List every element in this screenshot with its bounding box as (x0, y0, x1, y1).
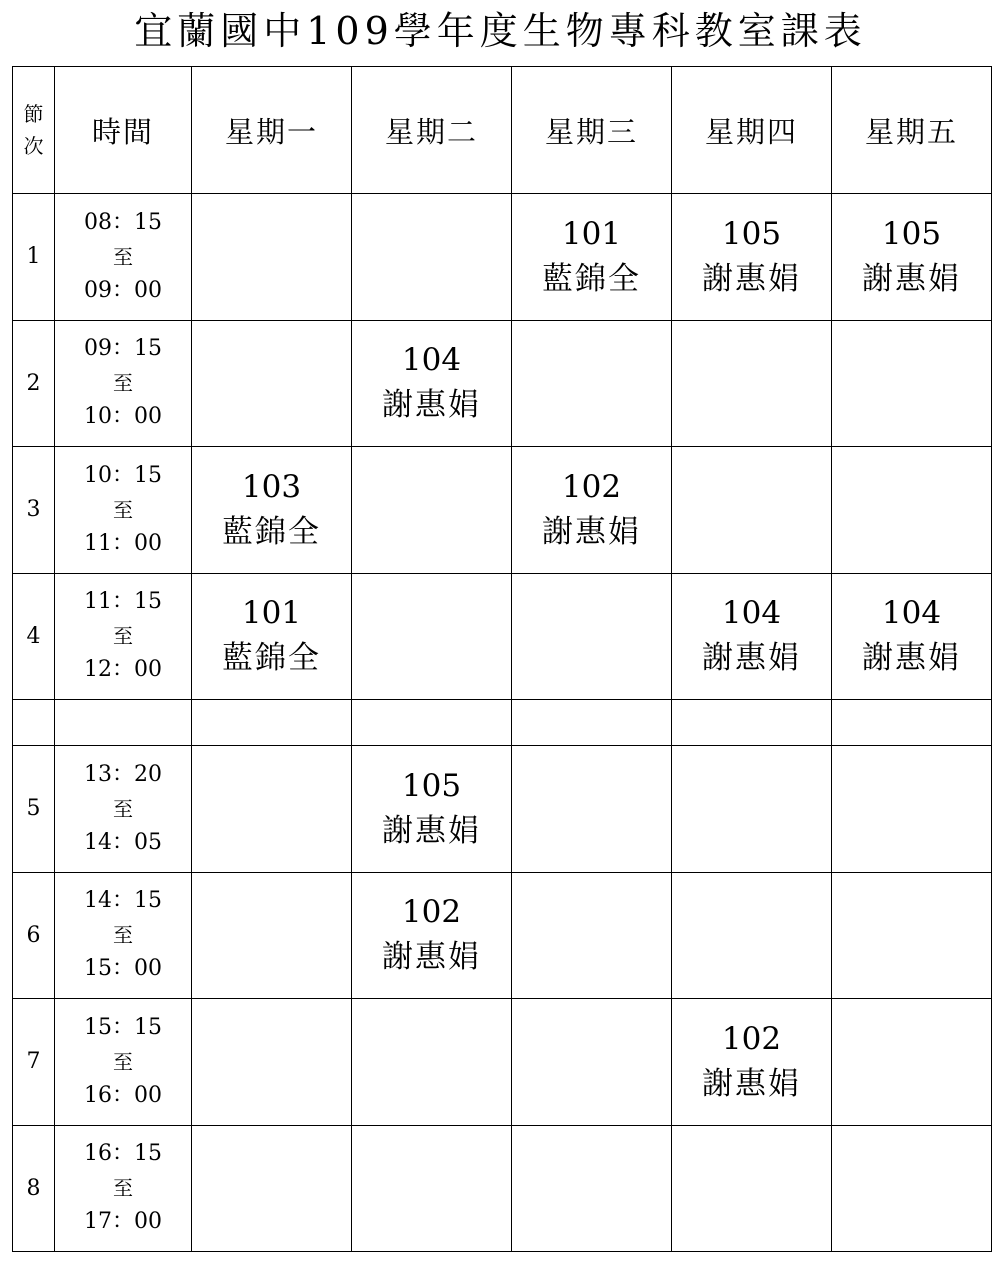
day-header-thursday: 星期四 (672, 67, 832, 194)
class-cell-thursday (672, 1125, 832, 1252)
class-cell-monday (192, 1125, 352, 1252)
table-row (13, 746, 992, 873)
class-cell-wednesday (512, 320, 672, 447)
class-number: 101 (561, 215, 622, 252)
table-row (13, 872, 992, 999)
time-range (55, 872, 192, 999)
table-row (13, 447, 992, 574)
time-start: 08：15 (84, 209, 162, 235)
class-cell-wednesday (512, 999, 672, 1126)
lunch-break-row (13, 700, 992, 746)
time-to: 至 (113, 923, 133, 948)
time-start: 14：15 (84, 888, 162, 914)
class-cell-thursday (672, 872, 832, 999)
class-number: 104 (721, 595, 782, 632)
time-end: 15：00 (84, 956, 162, 982)
period-number: 5 (13, 746, 55, 873)
header-row (13, 67, 992, 194)
class-cell-thursday (672, 746, 832, 873)
class-cell-wednesday (512, 573, 672, 700)
class-cell-wednesday (512, 1125, 672, 1252)
teacher-name: 謝惠娟 (862, 260, 961, 297)
class-number: 101 (241, 595, 302, 632)
empty-cell (192, 700, 352, 746)
table-row (13, 999, 992, 1126)
teacher-name: 謝惠娟 (862, 640, 961, 677)
time-start: 13：20 (84, 761, 162, 787)
class-cell-tuesday (352, 447, 512, 574)
time-to: 至 (113, 1176, 133, 1201)
time-end: 09：00 (84, 277, 162, 303)
empty-cell (55, 700, 192, 746)
time-end: 12：00 (84, 657, 162, 683)
day-header-friday: 星期五 (832, 67, 992, 194)
page-title: 宜蘭國中109學年度生物專科教室課表 (134, 9, 867, 53)
class-number: 102 (721, 1020, 782, 1057)
class-cell-monday (192, 573, 352, 700)
class-cell-monday (192, 872, 352, 999)
class-cell-thursday (672, 320, 832, 447)
teacher-name: 謝惠娟 (702, 1065, 801, 1102)
period-number: 1 (13, 194, 55, 321)
period-number: 2 (13, 320, 55, 447)
day-header-wednesday: 星期三 (512, 67, 672, 194)
time-range (55, 194, 192, 321)
time-to: 至 (113, 371, 133, 396)
class-cell-friday (832, 573, 992, 700)
time-end: 11：00 (84, 530, 162, 556)
teacher-name: 謝惠娟 (382, 812, 481, 849)
class-cell-tuesday (352, 746, 512, 873)
class-cell-friday (832, 1125, 992, 1252)
period-header (13, 67, 55, 194)
period-number: 3 (13, 447, 55, 574)
class-cell-friday (832, 194, 992, 321)
period-header-char: 次 (23, 134, 44, 158)
empty-cell (832, 700, 992, 746)
class-cell-monday (192, 447, 352, 574)
class-cell-friday (832, 320, 992, 447)
time-header: 時間 (55, 67, 192, 194)
time-range (55, 573, 192, 700)
table-row (13, 320, 992, 447)
class-cell-tuesday (352, 1125, 512, 1252)
time-range (55, 447, 192, 574)
period-number: 8 (13, 1125, 55, 1252)
teacher-name: 謝惠娟 (702, 260, 801, 297)
table-row (13, 1125, 992, 1252)
time-range (55, 1125, 192, 1252)
class-cell-tuesday (352, 320, 512, 447)
class-cell-thursday (672, 573, 832, 700)
class-cell-thursday (672, 194, 832, 321)
class-number: 102 (401, 894, 462, 931)
class-number: 104 (401, 342, 462, 379)
time-start: 15：15 (84, 1014, 162, 1040)
time-start: 10：15 (84, 462, 162, 488)
day-header-monday: 星期一 (192, 67, 352, 194)
period-number: 6 (13, 872, 55, 999)
time-to: 至 (113, 244, 133, 269)
class-cell-thursday (672, 999, 832, 1126)
class-cell-tuesday (352, 872, 512, 999)
teacher-name: 謝惠娟 (382, 387, 481, 424)
time-end: 14：05 (84, 829, 162, 855)
time-end: 17：00 (84, 1209, 162, 1235)
class-number: 105 (721, 215, 782, 252)
class-number: 105 (881, 215, 942, 252)
teacher-name: 藍錦全 (222, 513, 321, 550)
class-cell-monday (192, 746, 352, 873)
time-to: 至 (113, 497, 133, 522)
time-range (55, 999, 192, 1126)
period-number: 7 (13, 999, 55, 1126)
class-cell-wednesday (512, 447, 672, 574)
class-cell-friday (832, 872, 992, 999)
class-cell-thursday (672, 447, 832, 574)
period-header-char: 節 (23, 102, 44, 126)
time-end: 10：00 (84, 404, 162, 430)
class-cell-friday (832, 746, 992, 873)
time-to: 至 (113, 796, 133, 821)
teacher-name: 謝惠娟 (542, 513, 641, 550)
class-cell-wednesday (512, 194, 672, 321)
class-cell-tuesday (352, 573, 512, 700)
empty-cell (672, 700, 832, 746)
time-start: 16：15 (84, 1141, 162, 1167)
class-cell-wednesday (512, 746, 672, 873)
period-number: 4 (13, 573, 55, 700)
day-header-tuesday: 星期二 (352, 67, 512, 194)
empty-cell (512, 700, 672, 746)
teacher-name: 謝惠娟 (382, 939, 481, 976)
class-cell-wednesday (512, 872, 672, 999)
time-to: 至 (113, 1049, 133, 1074)
teacher-name: 謝惠娟 (702, 640, 801, 677)
time-range (55, 320, 192, 447)
empty-cell (13, 700, 55, 746)
time-start: 11：15 (84, 589, 162, 615)
time-to: 至 (113, 624, 133, 649)
class-cell-tuesday (352, 999, 512, 1126)
class-cell-monday (192, 320, 352, 447)
table-row (13, 194, 992, 321)
class-number: 103 (241, 468, 302, 505)
time-start: 09：15 (84, 336, 162, 362)
teacher-name: 藍錦全 (542, 260, 641, 297)
class-cell-monday (192, 194, 352, 321)
table-row (13, 573, 992, 700)
timetable (12, 66, 992, 1252)
time-range (55, 746, 192, 873)
class-cell-monday (192, 999, 352, 1126)
empty-cell (352, 700, 512, 746)
teacher-name: 藍錦全 (222, 640, 321, 677)
class-number: 102 (561, 468, 622, 505)
time-end: 16：00 (84, 1082, 162, 1108)
class-cell-friday (832, 447, 992, 574)
class-number: 105 (401, 767, 462, 804)
class-cell-tuesday (352, 194, 512, 321)
class-number: 104 (881, 595, 942, 632)
class-cell-friday (832, 999, 992, 1126)
